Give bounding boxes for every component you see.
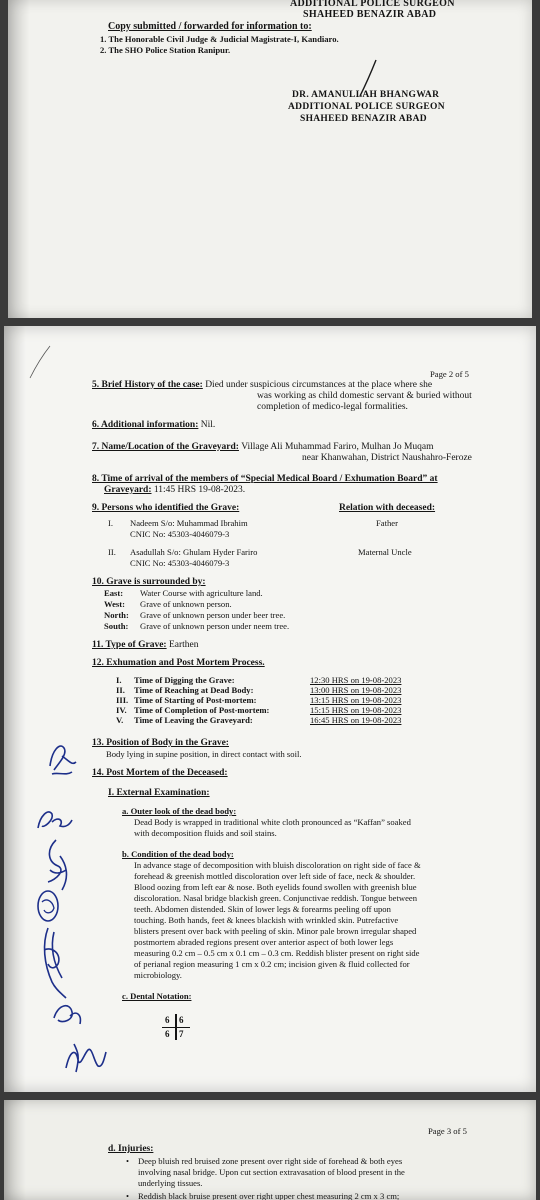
condition-line-11: microbiology. (134, 970, 182, 980)
brief-history-line-2: was working as child domestic servant & buried without (257, 391, 472, 401)
postmortem-label: 14. Post Mortem of the Deceased: (92, 768, 228, 778)
time-row-2: II. Time of Reaching at Dead Body: (116, 685, 254, 695)
section-5 (92, 380, 432, 390)
condition-line-8: postmortem abraded regions present over anterior aspect of both lower legs (134, 937, 394, 947)
injury-2-line-1: • Reddish black bruise present over right upper chest measuring 2 cm x 3 cm; (126, 1191, 400, 1200)
injuries-label: d. Injuries: (108, 1144, 154, 1154)
document-page-3 (4, 1100, 536, 1200)
condition-line-6: touching. Both hands, feet & knees blackish with wrinkled skin. Putrefactive (134, 915, 399, 925)
document-page-1 (8, 0, 532, 318)
brief-history-line-1: Died under suspicious circumstances at the place where she (205, 380, 433, 390)
condition-line-3: Blood oozing from left ear & nose. Both eyelids found swollen with greenish blue (134, 882, 417, 892)
graveyard-label: 7. Name/Location of the Graveyard: (92, 442, 239, 452)
margin-signature-6 (48, 994, 88, 1034)
condition-line-2: forehead & greenish mottled discoloration over left side of face, neck & shoulder. (134, 871, 416, 881)
time-value-1: 12:30 HRS on 19-08-2023 (310, 675, 402, 685)
surround-south: South: Grave of unknown person under neem tree. (104, 621, 290, 631)
time-row-1: I. Time of Digging the Grave: (116, 675, 235, 685)
time-value-4: 15:15 HRS on 19-08-2023 (310, 705, 402, 715)
header-place: SHAHEED BENAZIR ABAD (303, 9, 437, 20)
condition-line-10: of perianal region measuring 1 cm x 0.2 cm; incision given & fluid collected for (134, 959, 410, 969)
surround-north: North: Grave of unknown person under beer tree. (104, 610, 286, 620)
margin-signature-7 (60, 1038, 110, 1078)
surrounded-label: 10. Grave is surrounded by: (92, 577, 206, 587)
identifier-1-name: I. Nadeem S/o: Muhammad Ibrahim (108, 518, 248, 528)
relation-label: Relation with deceased: (339, 503, 436, 513)
injury-1-line-3: underlying tissues. (138, 1178, 203, 1188)
surround-east: East: Water Course with agriculture land. (104, 588, 263, 598)
copy-item-2: 2. The SHO Police Station Ranipur. (100, 45, 231, 55)
section-6 (92, 420, 215, 430)
document-page-2 (4, 326, 536, 1092)
signatory-title: ADDITIONAL POLICE SURGEON (288, 102, 445, 112)
time-value-2: 13:00 HRS on 19-08-2023 (310, 685, 402, 695)
condition-line-1: In advance stage of decomposition with bluish discoloration on right side of face & (134, 860, 421, 870)
identifier-1-relation: Father (376, 518, 398, 528)
header-title: ADDITIONAL POLICE SURGEON (290, 0, 455, 9)
section-7 (92, 442, 434, 452)
dental-upper-right: 6 (179, 1015, 184, 1025)
time-value-3: 13:15 HRS on 19-08-2023 (310, 695, 402, 705)
outer-look-line-2: with decomposition fluids and soil stains. (134, 828, 277, 838)
dental-notation-grid (162, 1014, 190, 1042)
injury-1-line-1: • Deep bluish red bruised zone present over right side of forehead & both eyes (126, 1156, 403, 1166)
margin-signature-1 (42, 736, 82, 780)
identifier-1-cnic: CNIC No: 45303-4046079-3 (130, 529, 230, 539)
additional-info-value: Nil. (200, 420, 216, 430)
dental-upper-left: 6 (165, 1015, 170, 1025)
section-11 (92, 640, 199, 650)
copy-item-1: 1. The Honorable Civil Judge & Judicial Magistrate-I, Kandiaro. (100, 34, 339, 44)
bullet-icon: • (126, 1156, 130, 1166)
dental-lower-right: 7 (179, 1029, 184, 1039)
additional-info-label: 6. Additional information: (92, 420, 199, 430)
graveyard-line-2: near Khanwahan, District Naushahro-Feroze (302, 453, 472, 463)
grave-type-label: 11. Type of Grave: (92, 640, 167, 650)
surround-west: West: Grave of unknown person. (104, 599, 232, 609)
bullet-icon: • (126, 1191, 130, 1200)
brief-history-label: 5. Brief History of the case: (92, 380, 203, 390)
brief-history-line-3: completion of medico-legal formalities. (257, 402, 408, 412)
margin-signature-4 (32, 884, 68, 928)
time-row-4: IV. Time of Completion of Post-mortem: (116, 705, 270, 715)
page-3-number: Page 3 of 5 (428, 1126, 467, 1136)
margin-signature-2 (32, 798, 76, 838)
condition-line-4: discoloration. Nasal bridge blackish green. Conjunctivae reddish. Tongue between (134, 893, 417, 903)
position-value: Body lying in supine position, in direct contact with soil. (106, 749, 302, 759)
time-row-5: V. Time of Leaving the Graveyard: (116, 715, 253, 725)
outer-look-line-1: Dead Body is wrapped in traditional white cloth pronounced as “Kaffan” soaked (134, 817, 411, 827)
condition-label: b. Condition of the dead body: (122, 849, 234, 859)
margin-pencil-mark (22, 342, 62, 382)
condition-line-7: blisters present over back with peeling of skin. Minor pale brown irregular shaped (134, 926, 417, 936)
signatory-place: SHAHEED BENAZIR ABAD (300, 114, 427, 124)
dental-label: c. Dental Notation: (122, 991, 192, 1001)
identifier-2-name: II. Asadullah S/o: Ghulam Hyder Fariro (108, 547, 258, 557)
margin-signature-5 (32, 924, 82, 1004)
identifier-2-relation: Maternal Uncle (358, 547, 412, 557)
signatory-name: DR. AMANULLAH BHANGWAR (292, 90, 440, 100)
process-label: 12. Exhumation and Post Mortem Process. (92, 658, 265, 668)
graveyard-line-1: Village Ali Muhammad Fariro, Mulhan Jo Muqam (241, 442, 434, 452)
time-row-3: III. Time of Starting of Post-mortem: (116, 695, 257, 705)
identifiers-label: 9. Persons who identified the Grave: (92, 503, 240, 513)
arrival-time: 11:45 HRS 19-08-2023. (153, 485, 246, 495)
page-number: Page 2 of 5 (430, 369, 469, 379)
section-8-line-2 (104, 485, 245, 495)
time-value-5: 16:45 HRS on 19-08-2023 (310, 715, 402, 725)
condition-line-5: teeth. Abdomen distended. Skin of lower legs & forearms peeling off upon (134, 904, 391, 914)
condition-line-9: measuring 0.2 cm – 0.5 cm x 0.1 cm – 0.3 cm. Reddish blister present on right side (134, 948, 420, 958)
external-exam-label: I. External Examination: (108, 788, 210, 798)
dental-lower-left: 6 (165, 1029, 170, 1039)
arrival-graveyard-label: Graveyard: (104, 485, 152, 495)
copy-heading: Copy submitted / forwarded for information to: (108, 21, 312, 32)
outer-look-label: a. Outer look of the dead body: (122, 806, 237, 816)
grave-type-value: Earthen (168, 640, 199, 650)
identifier-2-cnic: CNIC No: 45303-4046079-3 (130, 558, 230, 568)
position-label: 13. Position of Body in the Grave: (92, 738, 229, 748)
injury-1-line-2: involving nasal bridge. Upon cut section extravasation of blood present in the (138, 1167, 405, 1177)
arrival-line-1: 8. Time of arrival of the members of “Special Medical Board / Exhumation Board” at (92, 474, 438, 484)
